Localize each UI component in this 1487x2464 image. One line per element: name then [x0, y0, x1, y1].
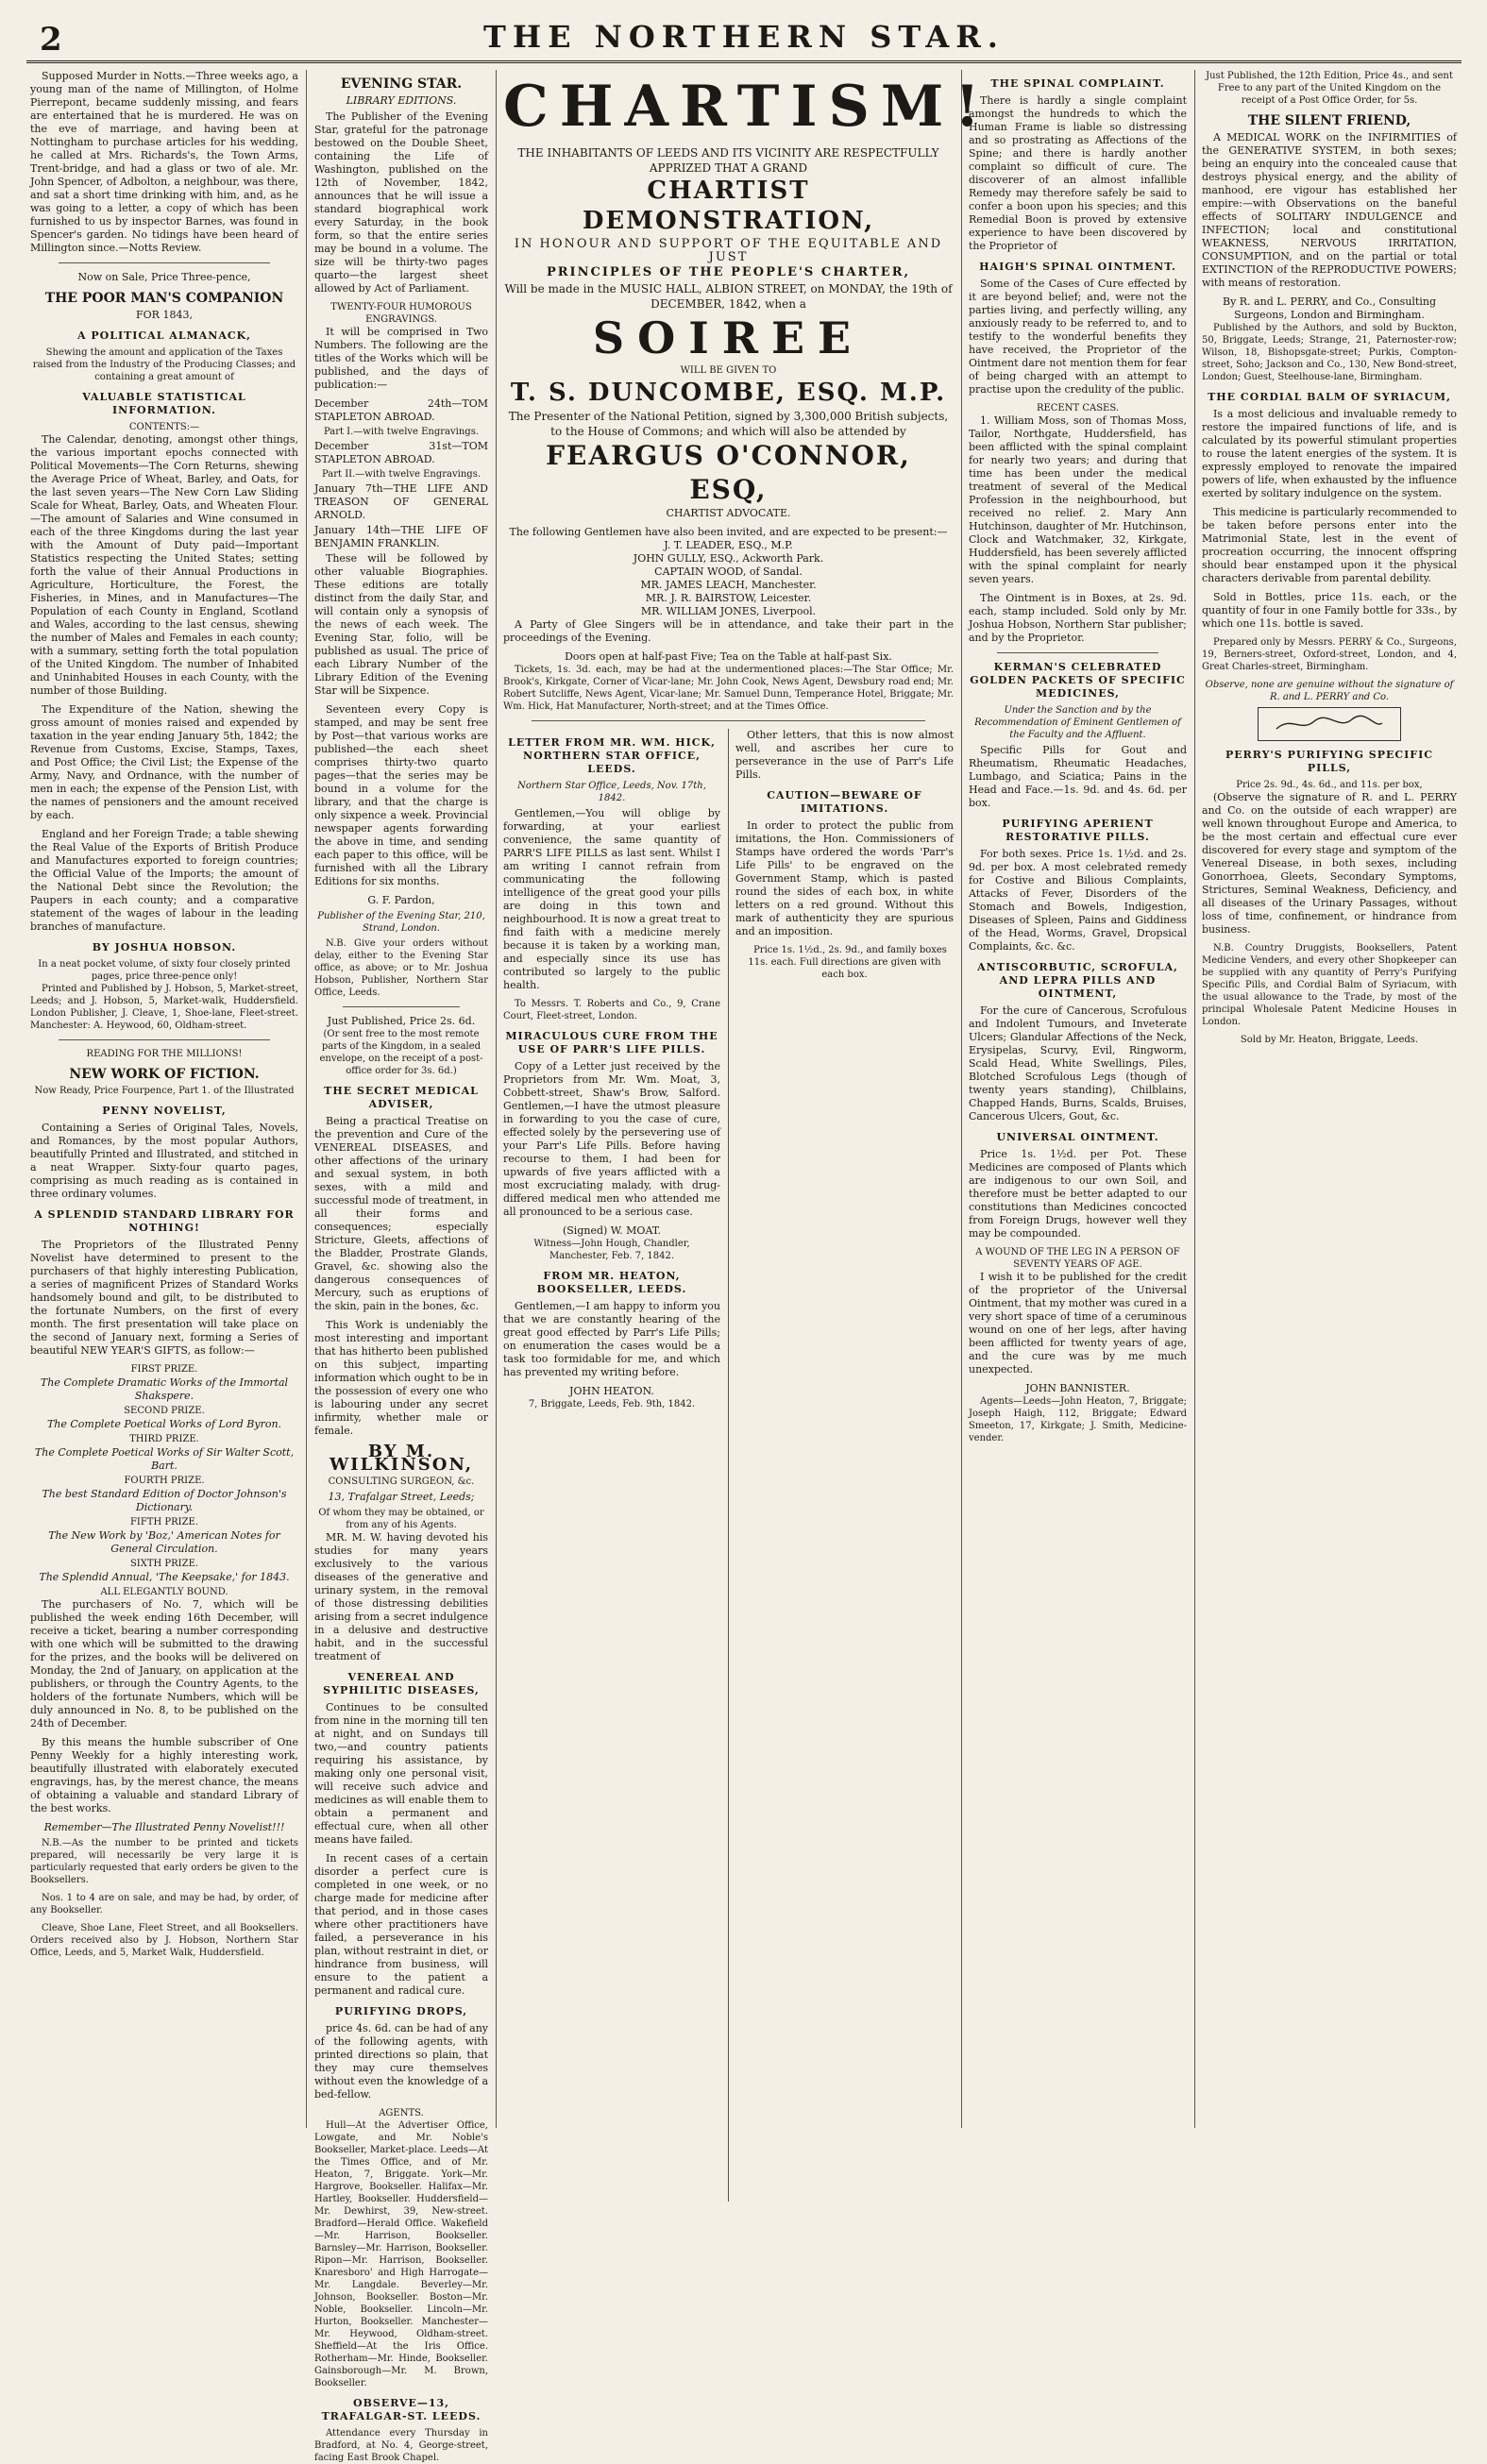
nb-order: N.B. Give your orders without delay, either to the Evening Star office, as above; or to Mr. Joshua Hobson, Publisher, Northern Star Office, Leeds. — [314, 938, 488, 998]
silent-friend-published: Just Published, the 12th Edition, Price 4s., and sent Free to any part of the United Kingdom on the receipt of a Post Office Order, for 5s. — [1206, 71, 1453, 106]
prize-number: FOURTH PRIZE. — [124, 1476, 205, 1486]
advisor-heading: THE SECRET MEDICAL ADVISER, — [324, 1085, 479, 1110]
purifying-specific-body: (Observe the signature of R. and L. PERRY and Co. on the outside of each wrapper) are well known throughout Europe and America, to be the most certain and effectual cure ever discovered for every stage and symptom of the Venereal Disease, in both sexes, including Gonorrhoea, Gleets, Secondary Symptoms, Strictures, Seminal Weakness, Deficiency, and all diseases of the Urinary Passages, without loss of time, confinement, or hindrance from business. — [1202, 791, 1457, 936]
miracle-body: Copy of a Letter just received by the Proprietors from Mr. Wm. Moat, 3, Cobbett-street, Shaw's Brow, Salford. Gentlemen,—I have the utmost pleasure in forwarding to you the case of cure, effected solely by the persevering use of your Parr's Life Pills. Before having recourse to them, I had been for upwards of five years afflicted with a most excruciating malady, with drug-differed medical men who attended me all pronounced to be a serious case. — [503, 1060, 720, 1218]
spinal-body: There is hardly a single complaint amongst the hundreds to which the Human Frame is liable so distressing and so prostrating as Affections of the Spine; and there is hardly another complaint so difficult of cure. The discoverer of an almost infallible Remedy may therefore safely be said to confer a boon upon his species; and this Remedial Boon is proved by extensive experience to have been discovered by the Proprietor of — [969, 94, 1187, 252]
wilkinson-heading: BY M. WILKINSON, — [329, 1442, 474, 1475]
cordial-body: Is a most delicious and invaluable remedy to restore the impaired functions of life, and is calculated by its powerful stimulant properties to rouse the latent energies of the system. It is expressly employed to renovate the impaired powers of life, when exhausted by the influence exerted by solitary indulgence on the system. — [1202, 408, 1457, 499]
evening-star-body-2: It will be comprised in Two Numbers. The following are the titles of the Works which will be published, and the days of publication:— — [314, 326, 488, 391]
prize-list — [30, 1363, 298, 1584]
novelist-description: Containing a Series of Original Tales, Novels, and Romances, by the most popular Authors, beautifully Printed and Illustrated, and stitched in a neat Wrapper. Sixty-four quarto pages, comprising as much reading as is contained in three ordinary volumes. — [30, 1122, 298, 1200]
duncombe-heading: T. S. DUNCOMBE, ESQ. M.P. — [510, 379, 947, 407]
prize-number: SIXTH PRIZE. — [129, 1559, 199, 1569]
schedule-item: Part I.—with twelve Engravings. — [323, 427, 480, 437]
divider — [343, 1006, 460, 1007]
testimonial-body: I wish it to be published for the credit of the proprietor of the Universal Ointment, that my mother was cured in a very short space of time of a ceruminous wound on one of her legs, after having been afflicted for twenty years of age, and the cure was by me much unexpected. — [969, 1271, 1187, 1375]
companion-subtitle: A POLITICAL ALMANACK, — [77, 329, 251, 342]
guest-name: MR. J. R. BAIRSTOW, Leicester. — [645, 592, 812, 604]
companion-body-1: The Calendar, denoting, amongst other things, the various important epochs connected with Political Movements—The Corn Returns, shewing the Average Price of Wheat, Barley, and Oats, for the last seven years—The New Corn Law Sliding Scale for Wheat, Barley, Oats, and Wheaten Flour.—The amount of Salaries and Wine consumed in each of the three Kingdoms during the last year with the Amount of Duty paid—Important Statistics respecting the United States; setting forth the value of their Annual Productions in Agriculture, Horticulture, the Forest, the Fisheries, in Mines, and in Manufactures—The Population of each County in England, Scotland and Wales, according to the last census, shewing the number of Males and Females in each county; with a summary, setting forth the total population of the United Kingdom. The number of Inhabited and Uninhabited Houses in each County, with the number of those Building. — [30, 433, 298, 697]
signed-line: (Signed) W. MOAT. — [562, 1224, 662, 1237]
prize-item — [30, 1433, 298, 1473]
advocate-line: CHARTIST ADVOCATE. — [666, 507, 791, 519]
given-line: WILL BE GIVEN TO — [680, 365, 777, 376]
column-rule — [728, 729, 729, 2202]
ointment-sold: The Ointment is in Boxes, at 2s. 9d. each, stamp included. Sold only by Mr. Joshua Hobson, Northern Star publisher; and by the Proprietor. — [969, 592, 1187, 644]
author-line: BY JOSHUA HOBSON. — [92, 941, 237, 954]
novelist-heading: NEW WORK OF FICTION. — [69, 1067, 260, 1082]
schedule-item: January 14th—THE LIFE OF BENJAMIN FRANKLIN. — [314, 524, 488, 549]
oconnor-heading: FEARGUS O'CONNOR, ESQ, — [546, 440, 911, 505]
sale-line: Now on Sale, Price Three-pence, — [77, 271, 251, 283]
inhabitants-notice: THE INHABITANTS OF LEEDS AND ITS VICINITY ARE RESPECTFULLY APPRIZED THAT A GRAND — [517, 146, 939, 175]
observe-signature: Observe, none are genuine without the signature of R. and L. PERRY and Co. — [1205, 680, 1454, 702]
valuable-heading: VALUABLE STATISTICAL INFORMATION. — [82, 391, 246, 416]
universal-heading: UNIVERSAL OINTMENT. — [996, 1131, 1159, 1143]
haighs-heading: HAIGH'S SPINAL OINTMENT. — [979, 261, 1176, 273]
companion-body-3: England and her Foreign Trade; a table shewing the Real Value of the Exports of British Produce and Manufactures exported to foreign countries; the Official Value of the Imports; the amount of the National Debt since the Revolution; the Paupers in each county; and a comparative statement of the wages of labour in the leading branches of manufacture. — [30, 828, 298, 933]
column-center — [503, 70, 991, 2137]
observe-body: Attendance every Thursday in Bradford, at No. 4, George-street, facing East Brook Chapel. — [314, 2428, 488, 2463]
purifying-body: For both sexes. Price 1s. 1½d. and 2s. 9d. per box. A most celebrated remedy for Costive and Bilious Complaints, Attacks of Fever, Disorders of the Stomach and Bowels, Indigestion, Diseases of Spleen, Pains and Giddiness of the Head, Worms, Gravel, Dropsical Complaints, &c. &c. — [969, 848, 1187, 953]
signature-title: Publisher of the Evening Star, 210, Strand, London. — [317, 911, 485, 934]
companion-title: THE POOR MAN'S COMPANION — [44, 291, 284, 306]
published-sub: (Or sent free to the most remote parts of the Kingdom, in a sealed envelope, on the receipt of a post-office order for 3s. 6d.) — [319, 1029, 483, 1076]
presenter-line: The Presenter of the National Petition, signed by 3,300,000 British subjects, to the House of Commons; and which will also be attended by — [508, 410, 949, 438]
caution-body: In order to protect the public from imitations, the Hon. Commissioners of Stamps have ordered the words 'Parr's Life Pills' to be engraved on the Government Stamp, which is pasted round the sides of each box, in white letters on a red ground. Without this mark of authenticity they are spurious and an imposition. — [735, 819, 954, 937]
column-5 — [1202, 70, 1457, 2137]
miracle-heading: MIRACULOUS CURE FROM THE USE OF PARR'S LIFE PILLS. — [505, 1030, 718, 1055]
printer-line: Printed and Published by J. Hobson, 5, Market-street, Leeds; and J. Hobson, 5, Market-walk, Huddersfield. London Publisher, J. Cleave, 1, Shoe-lane, Fleet-street. Manchester: A. Heywood, 60, Oldham-street. — [30, 984, 298, 1031]
nb-line: N.B.—As the number to be printed and tickets prepared, will necessarily be very large it is particularly requested that early orders be given to the Booksellers. — [30, 1838, 298, 1885]
wilkinson-agents: Of whom they may be obtained, or from any of his Agents. — [318, 1508, 484, 1530]
doors-line: Doors open at half-past Five; Tea on the Table at half-past Six. — [565, 650, 892, 663]
novelist-title: PENNY NOVELIST, — [102, 1105, 227, 1117]
contents-label: CONTENTS:— — [128, 422, 200, 432]
prize-number: FIFTH PRIZE. — [129, 1517, 199, 1527]
purifying-drops-heading: PURIFYING DROPS, — [334, 2005, 468, 2017]
wilkinson-address: 13, Trafalgar Street, Leeds; — [328, 1491, 475, 1503]
guest-name: MR. WILLIAM JONES, Liverpool. — [640, 605, 817, 617]
universal-body: Price 1s. 1½d. per Pot. These Medicines are composed of Plants which are indigenous to our own Soil, and therefore must be better adapted to our constitutions than Medicines concocted from Foreign Drugs, however well they may be compounded. — [969, 1148, 1187, 1240]
silent-friend-heading: THE SILENT FRIEND, — [1247, 113, 1411, 128]
perry-publishers: Published by the Authors, and sold by Buckton, 50, Briggate, Leeds; Strange, 21, Paternoster-row; Wilson, 18, Bishopsgate-street; Purkis, Compton-street, Soho; Jackson and Co., 130, New Bond-street, London; Guest, Steelhouse-lane, Birmingham. — [1202, 323, 1457, 382]
purifying-specific-heading: PERRY'S PURIFYING SPECIFIC PILLS, — [1225, 749, 1434, 774]
demonstration-heading: CHARTIST DEMONSTRATION, — [582, 177, 875, 235]
other-letter: Other letters, that this is now almost well, and ascribes her cure to perseverance in the use of Parr's Life Pills. — [735, 729, 954, 781]
prize-title: The best Standard Edition of Doctor Johnson's Dictionary. — [42, 1488, 287, 1513]
prize-title: The Splendid Annual, 'The Keepsake,' for 1843. — [39, 1571, 290, 1583]
col4-agents: Agents—Leeds—John Heaton, 7, Briggate; Joseph Haigh, 112, Briggate; Edward Smeeton, 17, Kirkgate; J. Smith, Medicine-vender. — [969, 1396, 1187, 1443]
column-rule — [1194, 70, 1195, 2128]
library-body-2: The purchasers of No. 7, which will be published the week ending 16th December, will receive a ticket, bearing a number corresponding with one which will be submitted to the drawing for the prizes, and the books will be delivered on Monday, the 2nd of January, on application at the publishers, or through the Country Agents, to the holders of the fortunate Numbers, which will be duly announced in No. 8, to be published on the 24th of December. — [30, 1598, 298, 1730]
purifying-drops-body: price 4s. 6d. can be had of any of the following agents, with printed directions so plain, that they may cure themselves without even the knowledge of a bed-fellow. — [314, 2022, 488, 2101]
cleave-line: Cleave, Shoe Lane, Fleet Street, and all Booksellers. Orders received also by J. Hobson, Northern Star Office, Leeds, and 5, Market Walk, Huddersfield. — [30, 1923, 298, 1958]
prize-title: The Complete Poetical Works of Sir Walter Scott, Bart. — [34, 1446, 295, 1472]
observe-heading: OBSERVE—13, TRAFALGAR-ST. LEEDS. — [321, 2397, 482, 2422]
divider — [997, 652, 1158, 653]
prize-title: The New Work by 'Boz,' American Notes for General Circulation. — [48, 1529, 280, 1555]
novelist-intro: Now Ready, Price Fourpence, Part 1. of the Illustrated — [34, 1086, 295, 1096]
column-rule — [306, 70, 307, 2128]
spinal-body-2: Some of the Cases of Cure effected by it are beyond belief; and, were not the parties living, and perfectly willing, any anxiously ready to be referred to, and to testify to the wonderful benefits they have received, the Proprietor of the Ointment dare not mention them for fear of being charged with an attempt to practise upon the credulity of the public. — [969, 278, 1187, 396]
witness-line: Witness—John Hough, Chandler, Manchester, Feb. 7, 1842. — [533, 1239, 690, 1261]
wilkinson-body-3: In recent cases of a certain disorder a perfect cure is completed in one week, or no charge made for medicine after that period, and in those cases where other practitioners have failed, a perseverance in his plan, without restraint in diet, or hindrance from business, will ensure to the patient a permanent and radical cure. — [314, 1852, 488, 1997]
paper-title: THE NORTHERN STAR. — [483, 19, 1005, 55]
divider — [59, 262, 270, 263]
heaton-body: Gentlemen,—I am happy to inform you that we are constantly hearing of the great good effected by Parr's Life Pills; on enumeration the cases would be a task too formidable for me, and which has prevented my writing before. — [503, 1300, 720, 1378]
prize-item — [30, 1516, 298, 1556]
letter-address: To Messrs. T. Roberts and Co., 9, Crane Court, Fleet-street, London. — [503, 999, 720, 1021]
testimonial-signature: JOHN BANNISTER. — [1025, 1382, 1130, 1394]
guest-name: JOHN GULLY, ESQ., Ackworth Park. — [633, 552, 824, 565]
divider — [532, 720, 925, 721]
letter-heading: LETTER FROM MR. WM. HICK, NORTHERN STAR OFFICE, LEEDS. — [508, 736, 716, 775]
prize-title: The Complete Poetical Works of Lord Byron. — [46, 1418, 282, 1430]
heaton-address: 7, Briggate, Leeds, Feb. 9th, 1842. — [528, 1399, 696, 1409]
schedule-item: December 31st—TOM STAPLETON ABROAD. — [314, 440, 488, 465]
companion-description: Shewing the amount and application of the Taxes raised from the Industry of the Producing Classes; and containing a great amount of — [32, 347, 296, 382]
wilkinson-body-2: Continues to be consulted from nine in the morning till ten at night, and on Sundays till two,—and country patients requiring his assistance, by making only one personal visit, will receive such advice and medicines as will enable them to obtain a permanent and effectual cure, when all other means have failed. — [314, 1701, 488, 1846]
cordial-body-2: This medicine is particularly recommended to be taken before persons enter into the Matrimonial State, lest in the event of procreation occurring, the innocent offspring should bear enstamped upon it the physical characters derivable from parental debility. — [1202, 506, 1457, 584]
evening-star-heading: EVENING STAR. — [340, 76, 463, 92]
country-druggists: N.B. Country Druggists, Booksellers, Patent Medicine Venders, and every other Shopkeeper can be supplied with any quantity of Perry's Purifying Specific Pills, and Cordial Balm of Syriacum, with the usual allowance to the Trade, by most of the principal Wholesale Patent Medicine Houses in London. — [1202, 943, 1457, 1027]
companion-year: FOR 1843, — [136, 309, 193, 321]
masthead — [26, 19, 1462, 63]
wilkinson-title: CONSULTING SURGEON, &c. — [328, 1477, 475, 1487]
letters-section — [503, 729, 954, 2202]
prize-item — [30, 1475, 298, 1514]
evening-star-body-3: These will be followed by other valuable Biographies. These editions are totally distinct from the daily Star, and will contain only a synopsis of the news of each week. The Evening Star, folio, will be published as usual. The price of each Library Number of the Library Edition of the Evening Star will be Sixpence. — [314, 552, 488, 697]
prize-item — [30, 1558, 298, 1584]
tickets-line: Tickets, 1s. 3d. each, may be had at the undermentioned places:—The Star Office; Mr. Brook's, Kirkgate, Corner of Vicar-lane; Mr. John Cook, News Agent, Dewsbury road end; Mr. Robert Sutcliffe, News Agent, Vicar-lane; Mr. Samuel Dunn, Temperance Hotel, Briggate; Mr. Wm. Hick, Hat Manufacturer, North-street; and at the Times Office. — [503, 665, 954, 712]
purifying-heading: PURIFYING APERIENT RESTORATIVE PILLS. — [1002, 818, 1154, 843]
recent-cases-heading: RECENT CASES. — [1036, 403, 1120, 413]
kerman-heading: KERMAN'S CELEBRATED GOLDEN PACKETS OF SPECIFIC MEDICINES, — [970, 661, 1186, 700]
library-body: The Proprietors of the Illustrated Penny Novelist have determined to present to the purchasers of that highly interesting Publication, a series of magnificent Prizes of Standard Works handsomely bound and gilt, to be distributed to the fortunate Numbers, on the first of every month. The first presentation will take place on the second of January next, forming a Series of beautiful NEW YEAR'S GIFTS, as follow:— — [30, 1239, 298, 1357]
invited-line: The following Gentlemen have also been invited, and are expected to be present:— — [509, 526, 948, 538]
chartism-banner: CHARTISM! — [503, 74, 991, 140]
column-2 — [314, 70, 488, 2463]
recent-cases: 1. William Moss, son of Thomas Moss, Tailor, Northgate, Huddersfield, has been afflicted with the spinal complaint for nearly two years; and during that time has been under the medical treatment of several of the Medical Profession in the neighbourhood, but received no relief. 2. Mary Ann Hutchinson, daughter of Mr. Hutchinson, Clock and Watchmaker, 32, Kirkgate, Huddersfield, has been severely afflicted with the spinal complaint for nearly seven years. — [969, 414, 1187, 585]
letter-body: Gentlemen,—You will oblige by forwarding, at your earliest convenience, the same quantity of PARR'S LIFE PILLS as last sent. Whilst I am writing I cannot refrain from communicating the following intelligence of the great good your pills are doing in this town and neighbourhood. It is now a great treat to find faith with a medicine merely because it is taken by a working man, and especially since its use has contributed so largely to the public health. — [503, 807, 720, 991]
principles-line: PRINCIPLES OF THE PEOPLE'S CHARTER, — [546, 265, 911, 279]
column-1 — [30, 70, 298, 2137]
prize-number: FIRST PRIZE. — [130, 1364, 198, 1375]
cordial-price: Sold in Bottles, price 11s. each, or the quantity of four in one Family bottle for 33s., by which one 11s. bottle is saved. — [1202, 591, 1457, 630]
prize-number: SECOND PRIZE. — [124, 1406, 205, 1416]
prepared-by: Prepared only by Messrs. PERRY & Co., Surgeons, 19, Berners-street, Oxford-street, London, and 4, Great Charles-street, Birmingham. — [1202, 637, 1457, 672]
spinal-heading: THE SPINAL COMPLAINT. — [990, 77, 1165, 90]
soiree-heading: SOIREE — [592, 312, 865, 363]
advisor-body: Being a practical Treatise on the prevention and Cure of the VENEREAL DISEASES, and other affections of the urinary and sexual system, in both sexes, with a mild and successful mode of treatment, in all their forms and consequences; especially Stricture, Gleets, affections of the Bladder, Prostrate Glands, Gravel, &c. showing also the dangerous consequences of Mercury, such as eruptions of the skin, pain in the bones, &c. — [314, 1115, 488, 1312]
evening-star-body-4: Seventeen every Copy is stamped, and may be sent free by Post—that various works are published—the each sheet comprises thirty-two quarto pages—that the series may be bound in a volume for the library, and that the charge is only sixpence a week. Provincial newspaper agents forwarding the above in time, and sending each paper to this office, will be furnished with all the Library Editions for six months. — [314, 703, 488, 887]
letters-right — [735, 729, 954, 2202]
advisor-body-2: This Work is undeniably the most interesting and important that has hitherto been published on this subject, imparting information which ought to be in the possession of every one who is labouring under any secret infirmity, whether male or female. — [314, 1319, 488, 1437]
perry-signature-stamp — [1258, 707, 1401, 741]
antiscorbutic-heading: ANTISCORBUTIC, SCROFULA, AND LEPRA PILLS AND OINTMENT, — [977, 961, 1178, 1000]
evening-star-body: The Publisher of the Evening Star, grateful for the patronage bestowed on the Double Sheet, containing the Life of Washington, published on the 12th of November, 1842, announces that he will issue a standard biographical work every Saturday, in the book form, so that the entire series may be bound in a volume. The size will be thirty-two pages quarto—the largest sheet allowed by Act of Parliament. — [314, 110, 488, 295]
sold-by: Sold by Mr. Heaton, Briggate, Leeds. — [1240, 1035, 1419, 1045]
divider — [59, 1039, 270, 1040]
guest-name: MR. JAMES LEACH, Manchester. — [640, 579, 817, 591]
specific-pills: Specific Pills for Gout and Rheumatism, Rheumatic Headaches, Lumbago, and Sciatica; Pains in the Head and Face.—1s. 9d. and 4s. 6d. per box. — [969, 744, 1187, 809]
heaton-signature: JOHN HEATON. — [569, 1385, 654, 1397]
perry-byline: By R. and L. PERRY, and Co., Consulting Surgeons, London and Birmingham. — [1223, 295, 1436, 321]
library-editions: LIBRARY EDITIONS. — [346, 94, 457, 107]
price-line: Price 1s. 1½d., 2s. 9d., and family boxes 11s. each. Full directions are given with each box. — [748, 945, 947, 980]
glee-singers: A Party of Glee Singers will be in attendance, and take their part in the proceedings of the Evening. — [503, 618, 954, 644]
prizes-end: ALL ELEGANTLY BOUND. — [100, 1587, 228, 1597]
signature: G. F. Pardon, — [367, 894, 435, 906]
guest-names — [503, 539, 954, 618]
heaton-heading: FROM MR. HEATON, BOOKSELLER, LEEDS. — [536, 1270, 687, 1295]
schedule-item: January 7th—THE LIFE AND TREASON OF GENERAL ARNOLD. — [314, 482, 488, 521]
engravings-line: TWENTY-FOUR HUMOROUS ENGRAVINGS. — [330, 302, 472, 325]
testimonial-heading: A WOUND OF THE LEG IN A PERSON OF SEVENTY YEARS OF AGE. — [975, 1247, 1180, 1270]
caution-heading: CAUTION—BEWARE OF IMITATIONS. — [767, 789, 922, 815]
wilkinson-body: MR. M. W. having devoted his studies for many years exclusively to the various diseases of the generative and urinary system, in the removal of those distressing debilities arising from a secret indulgence in a delusive and destructive habit, and in the successful treatment of — [314, 1531, 488, 1662]
letters-left — [503, 729, 720, 2202]
prize-item — [30, 1405, 298, 1431]
honour-line: IN HONOUR AND SUPPORT OF THE EQUITABLE AND JUST — [514, 237, 943, 264]
venereal-heading: VENEREAL AND SYPHILITIC DISEASES, — [323, 1671, 480, 1696]
prize-number: THIRD PRIZE. — [129, 1434, 199, 1444]
nos-line: Nos. 1 to 4 are on sale, and may be had, by order, of any Bookseller. — [30, 1893, 298, 1916]
prize-item — [30, 1363, 298, 1403]
author-description: In a neat pocket volume, of sixty four closely printed pages, price three-pence only! — [38, 959, 291, 982]
column-rule — [961, 70, 962, 2128]
guest-name: CAPTAIN WOOD, of Sandal. — [654, 565, 803, 578]
reading-heading: READING FOR THE MILLIONS! — [86, 1049, 243, 1059]
library-body-3: By this means the humble subscriber of One Penny Weekly for a highly interesting work, beautifully illustrated with elaborately executed engravings, has, by the merest chance, the means of obtaining a valuable and standard Library of the best works. — [30, 1736, 298, 1814]
cordial-heading: THE CORDIAL BALM OF SYRIACUM, — [1208, 391, 1451, 403]
letter-date: Northern Star Office, Leeds, Nov. 17th, 1842. — [517, 781, 706, 803]
companion-body-2: The Expenditure of the Nation, shewing the gross amount of monies raised and expended by taxation in the year ending January 5th, 1842; the Revenue from Customs, Excise, Stamps, Taxes, and Post Office; the Civil List; the Expense of the Army, Navy, and Ordnance, with the number of men in each; the expense of the Pension List, with the names of pensioners and the amount received by each. — [30, 703, 298, 821]
library-heading: A SPLENDID STANDARD LIBRARY FOR NOTHING! — [34, 1208, 295, 1234]
schedule-item: Part II.—with twelve Engravings. — [321, 469, 482, 480]
agents-list: Hull—At the Advertiser Office, Lowgate, and Mr. Noble's Bookseller, Market-place. Leeds—At the Times Office, and of Mr. Heaton, 7, Briggate. York—Mr. Hargrove, Bookseller. Halifax—Mr. Hartley, Bookseller. Huddersfield—Mr. Dewhirst, 39, New-street. Bradford—Herald Office. Wakefield—Mr. Harrison, Bookseller. Barnsley—Mr. Harrison, Bookseller. Ripon—Mr. Harrison, Bookseller. Knaresboro' and High Harrogate—Mr. Langdale. Beverley—Mr. Johnson, Bookseller. Boston—Mr. Noble, Bookseller. Lincoln—Mr. Hurton, Bookseller. Manchester—Mr. Heywood, Oldham-street. Sheffield—At the Iris Office. Rotherham—Mr. Hinde, Bookseller. Gainsborough—Mr. M. Brown, Bookseller. — [314, 2120, 488, 2388]
murder-article: Supposed Murder in Notts.—Three weeks ago, a young man of the name of Millington, of Holme Pierrepont, became suddenly missing, and fears are entertained that he is murdered. He was on the eve of marriage, and having been at Nottingham to purchase articles for his wedding, he called at Mrs. Richards's, the Town Arms, Trent-bridge, and had a glass or two of ale. Mr. John Spencer, of Adbolton, a neighbour, was there, and sat a short time drinking with him, and, as he was going to a letter, a copy of which has been furnished to us by inspector Barnes, was found in Spencer's garden. No tidings have been heard of Millington since.—Notts Review. — [30, 70, 298, 254]
agents-heading: AGENTS. — [379, 2108, 424, 2118]
antiscorbutic-body: For the cure of Cancerous, Scrofulous and Indolent Tumours, and Inveterate Ulcers; Glandular Affections of the Neck, Erysipelas, Scurvy, Evil, Ringworm, Scald Head, White Swellings, Piles, Blotched Scrofulous Legs (though of twenty years standing), Chilblains, Chapped Hands, Burns, Scalds, Bruises, Cancerous Ulcers, Gout, &c. — [969, 1004, 1187, 1122]
column-rule — [496, 70, 497, 2128]
signature-flourish-icon — [1273, 714, 1386, 734]
page-number: 2 — [40, 21, 62, 59]
guest-name: J. T. LEADER, ESQ., M.P. — [664, 539, 793, 551]
purifying-specific-price: Price 2s. 9d., 4s. 6d., and 11s. per box, — [1236, 780, 1423, 790]
silent-friend-body: A MEDICAL WORK on the INFIRMITIES of the GENERATIVE SYSTEM, in both sexes; being an enquiry into the concealed cause that destroys physical energy, and the ability of manhood, ere vigour has established her empire:—with Observations on the baneful effects of SOLITARY INDULGENCE and INFECTION; local and constitutional WEAKNESS, NERVOUS IRRITATION, CONSUMPTION, and on the partial or total EXTINCTION of the REPRODUCTIVE POWERS; with means of restoration. — [1202, 131, 1457, 289]
prize-title: The Complete Dramatic Works of the Immortal Shakspere. — [40, 1376, 289, 1402]
schedule-list — [314, 397, 488, 550]
kerman-subheading: Under the Sanction and by the Recommendation of Eminent Gentlemen of the Faculty and the Affluent. — [974, 705, 1181, 740]
remember-line: Remember—The Illustrated Penny Novelist!!! — [43, 1821, 285, 1833]
column-4 — [969, 70, 1187, 2137]
published-line: Just Published, Price 2s. 6d. — [327, 1015, 476, 1027]
music-hall-line: Will be made in the MUSIC HALL, ALBION STREET, on MONDAY, the 19th of DECEMBER, 1842, when a — [504, 282, 953, 311]
schedule-item: December 24th—TOM STAPLETON ABROAD. — [314, 397, 488, 423]
